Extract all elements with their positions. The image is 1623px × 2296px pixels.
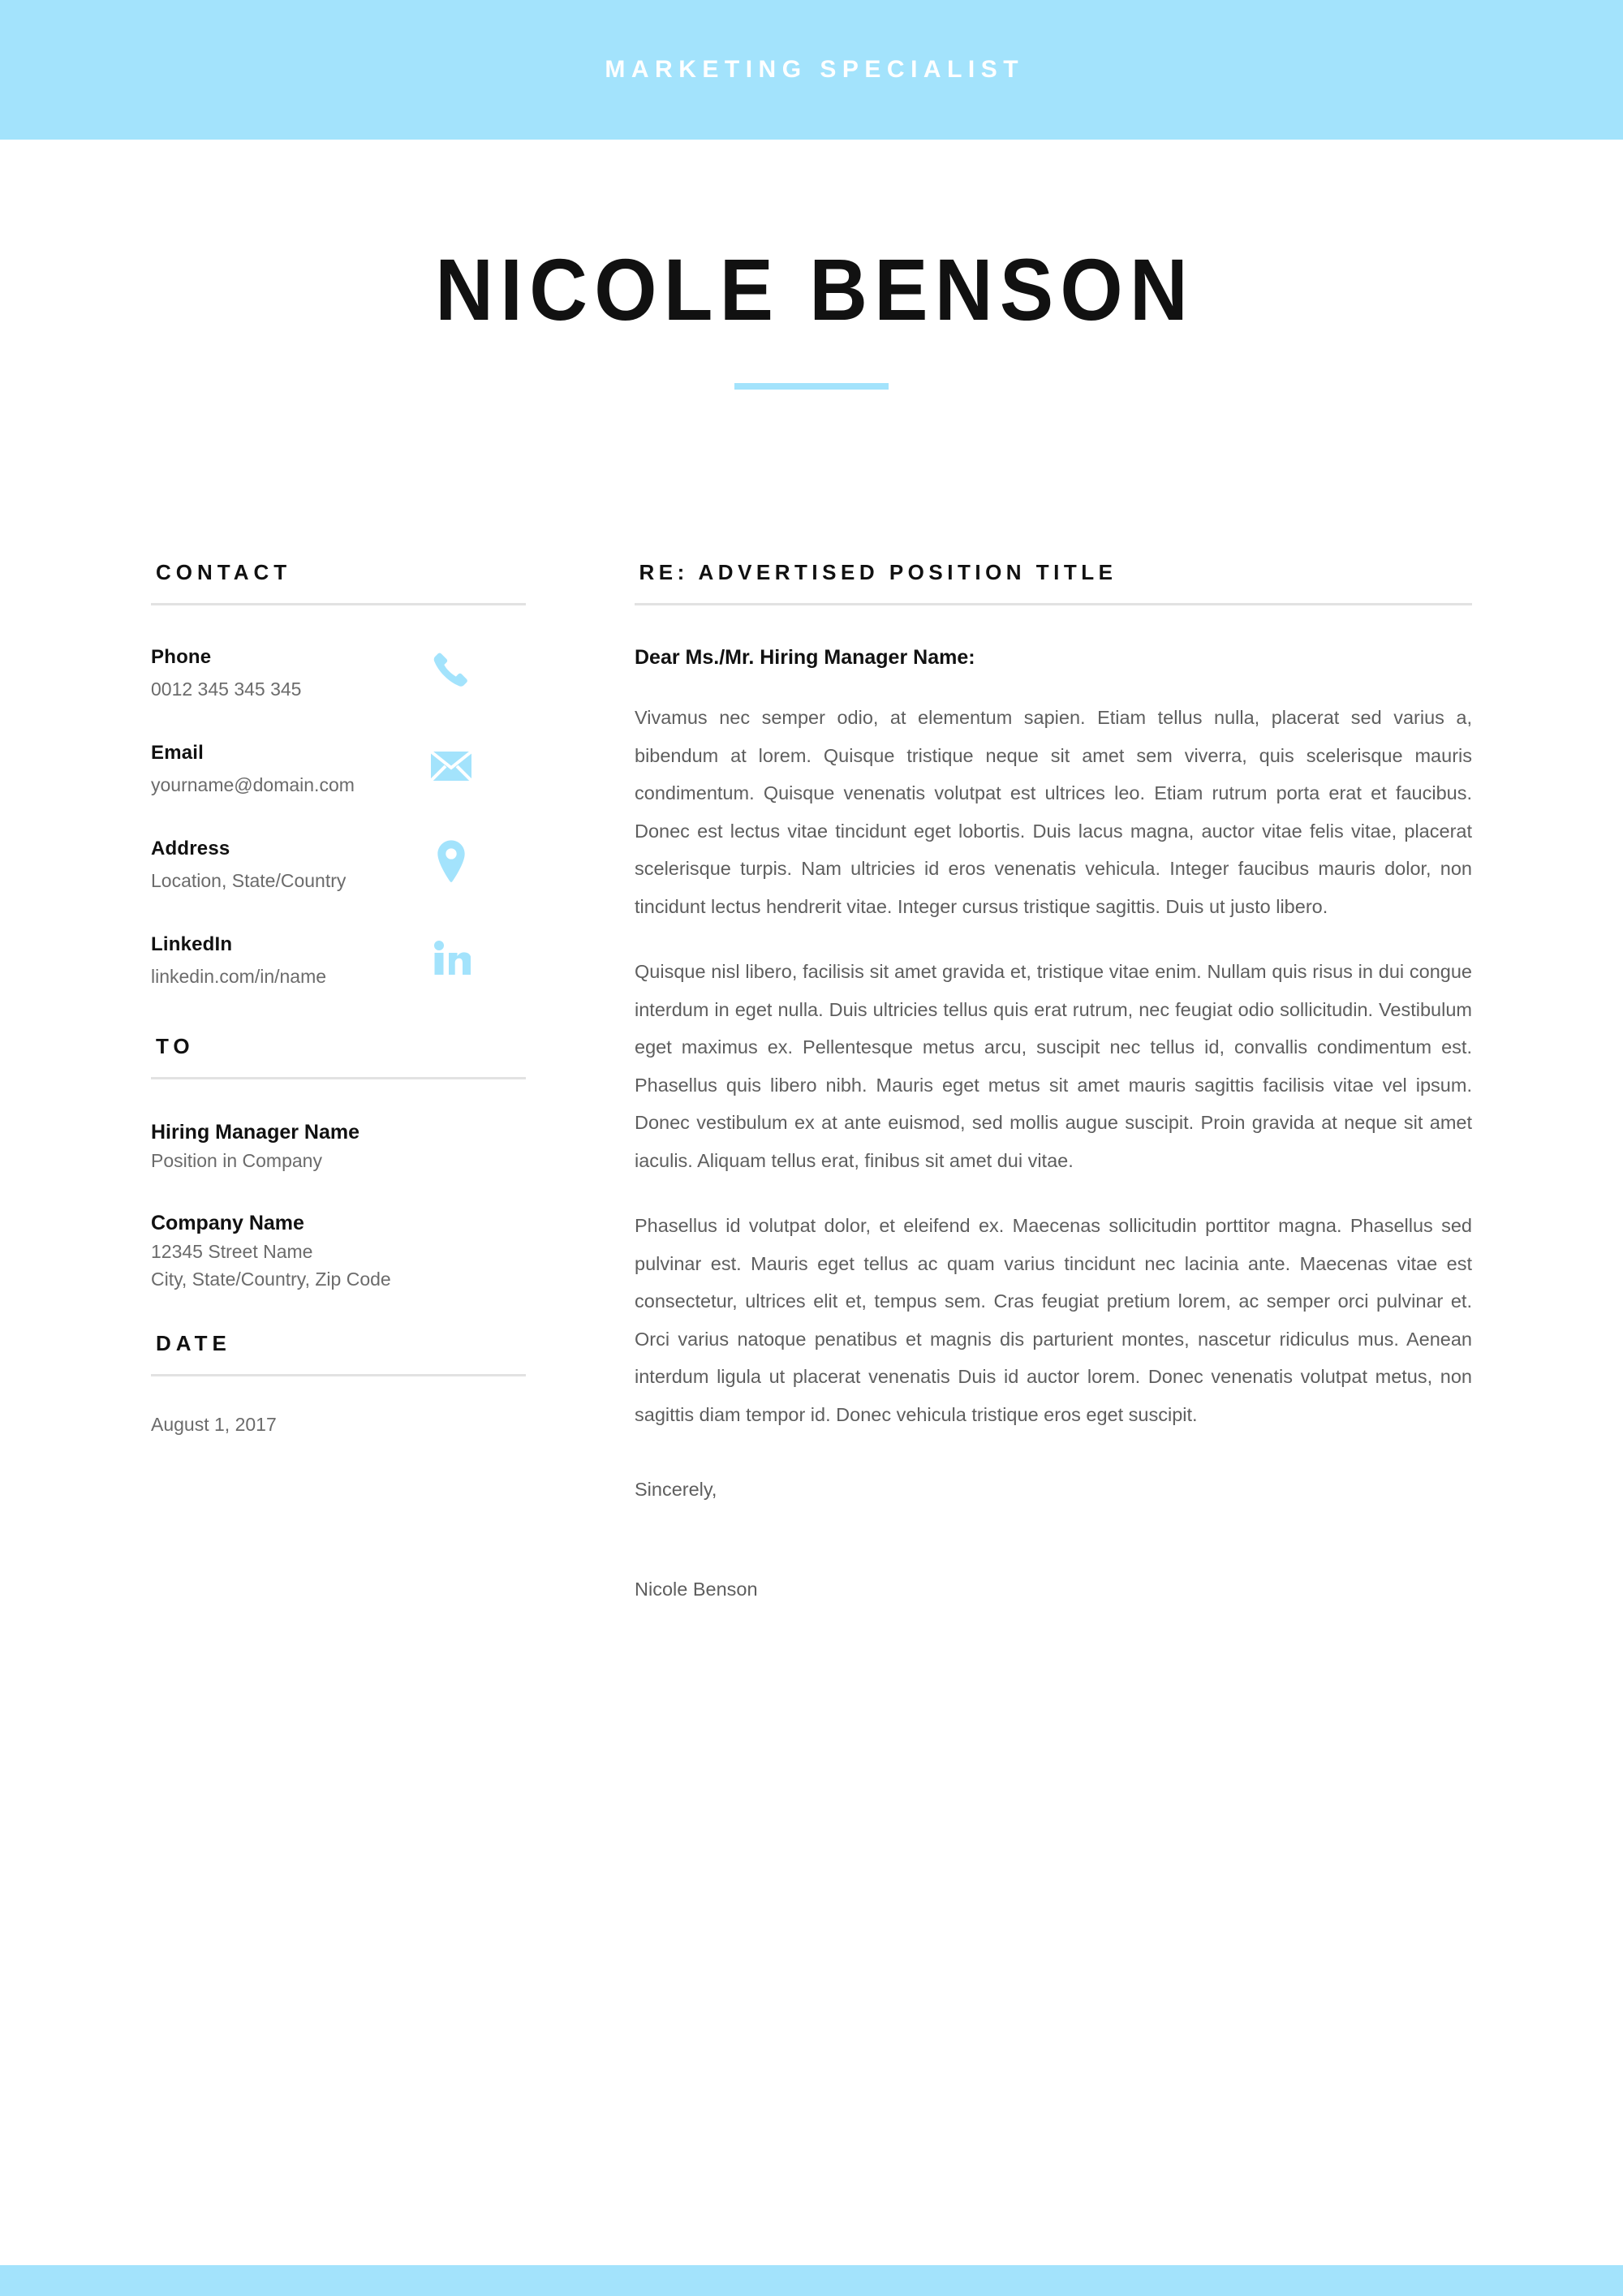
linkedin-icon: [428, 935, 474, 980]
letter-salutation: Dear Ms./Mr. Hiring Manager Name:: [635, 646, 975, 669]
contact-value-address[interactable]: Location, State/Country: [151, 870, 347, 892]
company-street: 12345 Street Name: [151, 1240, 313, 1262]
letter-body: [635, 560, 1472, 1600]
contact-label-email: Email: [151, 742, 204, 764]
envelope-icon: [428, 743, 474, 789]
recipient-position: Position in Company: [151, 1150, 322, 1171]
company-name: Company Name: [151, 1211, 304, 1234]
contact-heading-rule: [151, 603, 526, 605]
company-city: City, State/Country, Zip Code: [151, 1269, 391, 1290]
contact-item-address: [151, 836, 526, 896]
to-heading: TO: [156, 1034, 195, 1058]
contact-value-email[interactable]: yourname@domain.com: [151, 774, 355, 796]
contact-item-phone: [151, 644, 526, 704]
contact-label-linkedin: LinkedIn: [151, 933, 233, 955]
map-pin-icon: [428, 839, 474, 885]
name-block: [0, 240, 1623, 390]
contact-item-linkedin: [151, 932, 526, 992]
letter-paragraph: Vivamus nec semper odio, at elementum sapien. Etiam tellus nulla, placerat sed varius a, bibendum at lorem. Quisque tristique neque sit amet sem viverra, quis scelerisque mauris condimentum. Quisque venenatis volutpat est ultrices leo. Etiam rutrum porta erat et faucibus. Donec est lectus vitae tincidunt eget lobortis. Duis lacus magna, auctor vitae felis vitae, placerat scelerisque turpis. Nam ultricies id eros venenatis vehicula. Integer faucibus mauris dolor, non tincidunt lectus hendrerit vitae. Integer cursus tristique sagittis. Duis ut justo libero.: [635, 707, 1472, 917]
contact-value-linkedin[interactable]: linkedin.com/in/name: [151, 966, 327, 988]
date-heading: DATE: [156, 1330, 231, 1355]
contact-item-email: [151, 740, 526, 800]
contact-label-phone: Phone: [151, 646, 212, 668]
recipient-entry: [151, 1118, 526, 1175]
footer-band: [0, 2265, 1623, 2296]
letter-subject: RE: ADVERTISED POSITION TITLE: [639, 560, 1117, 584]
date-section: [151, 1331, 526, 1436]
date-value: August 1, 2017: [151, 1413, 277, 1435]
letter-paragraph: Phasellus id volutpat dolor, et eleifend ex. Maecenas sollicitudin porttitor magna. Phasellus sed pulvinar est. Mauris eget tellus ac quam varius tincidunt nec lacinia ante. Maecenas vitae est consectetur, ultrices elit et, tempus sem. Cras feugiat pretium lorem, ac semper orci pulvinar et. Orci varius natoque penatibus et magnis dis parturient montes, nascetur ridiculus mus. Aenean interdum ligula ut placerat venenatis Duis id auctor lorem. Donec venenatis volutpat metus, non sagittis diam tempor id. Donec vehicula tristique eros eget suscipit.: [635, 1215, 1472, 1425]
contact-value-phone[interactable]: 0012 345 345 345: [151, 678, 302, 700]
company-entry: [151, 1209, 526, 1294]
recipient-name: Hiring Manager Name: [151, 1121, 360, 1144]
contact-list: [151, 644, 526, 992]
job-title-header: MARKETING SPECIALIST: [605, 56, 1025, 83]
contact-section: [151, 560, 526, 992]
letter-closing: Sincerely,: [635, 1479, 717, 1501]
contact-heading: CONTACT: [156, 560, 292, 584]
sidebar: [151, 560, 526, 1436]
letter-signature-name: Nicole Benson: [635, 1579, 758, 1600]
phone-icon: [428, 648, 474, 693]
name-accent-rule: [734, 383, 889, 390]
applicant-name: NICOLE BENSON: [435, 240, 1195, 338]
to-section: [151, 1034, 526, 1294]
letter-paragraph: Quisque nisl libero, facilisis sit amet gravida et, tristique vitae enim. Nullam quis risus in dui congue interdum in eget nulla. Duis ultricies tellus quis erat rutrum, nec feugiat odio sollicitudin. Vestibulum eget maximus ex. Pellentesque metus arcu, suscipit nec tellus id, convallis condimentum est. Phasellus quis libero nibh. Mauris eget metus sit amet mauris sagittis facilisis vitae vel ipsum. Donec vestibulum ex at ante euismod, sed mollis augue suscipit. Proin gravida at neque sit amet iaculis. Aliquam tellus erat, finibus sit amet dui vitae.: [635, 961, 1472, 1171]
letter-subject-rule: [635, 603, 1472, 605]
to-details: [151, 1118, 526, 1294]
to-heading-rule: [151, 1077, 526, 1079]
date-heading-rule: [151, 1374, 526, 1376]
contact-label-address: Address: [151, 838, 230, 859]
